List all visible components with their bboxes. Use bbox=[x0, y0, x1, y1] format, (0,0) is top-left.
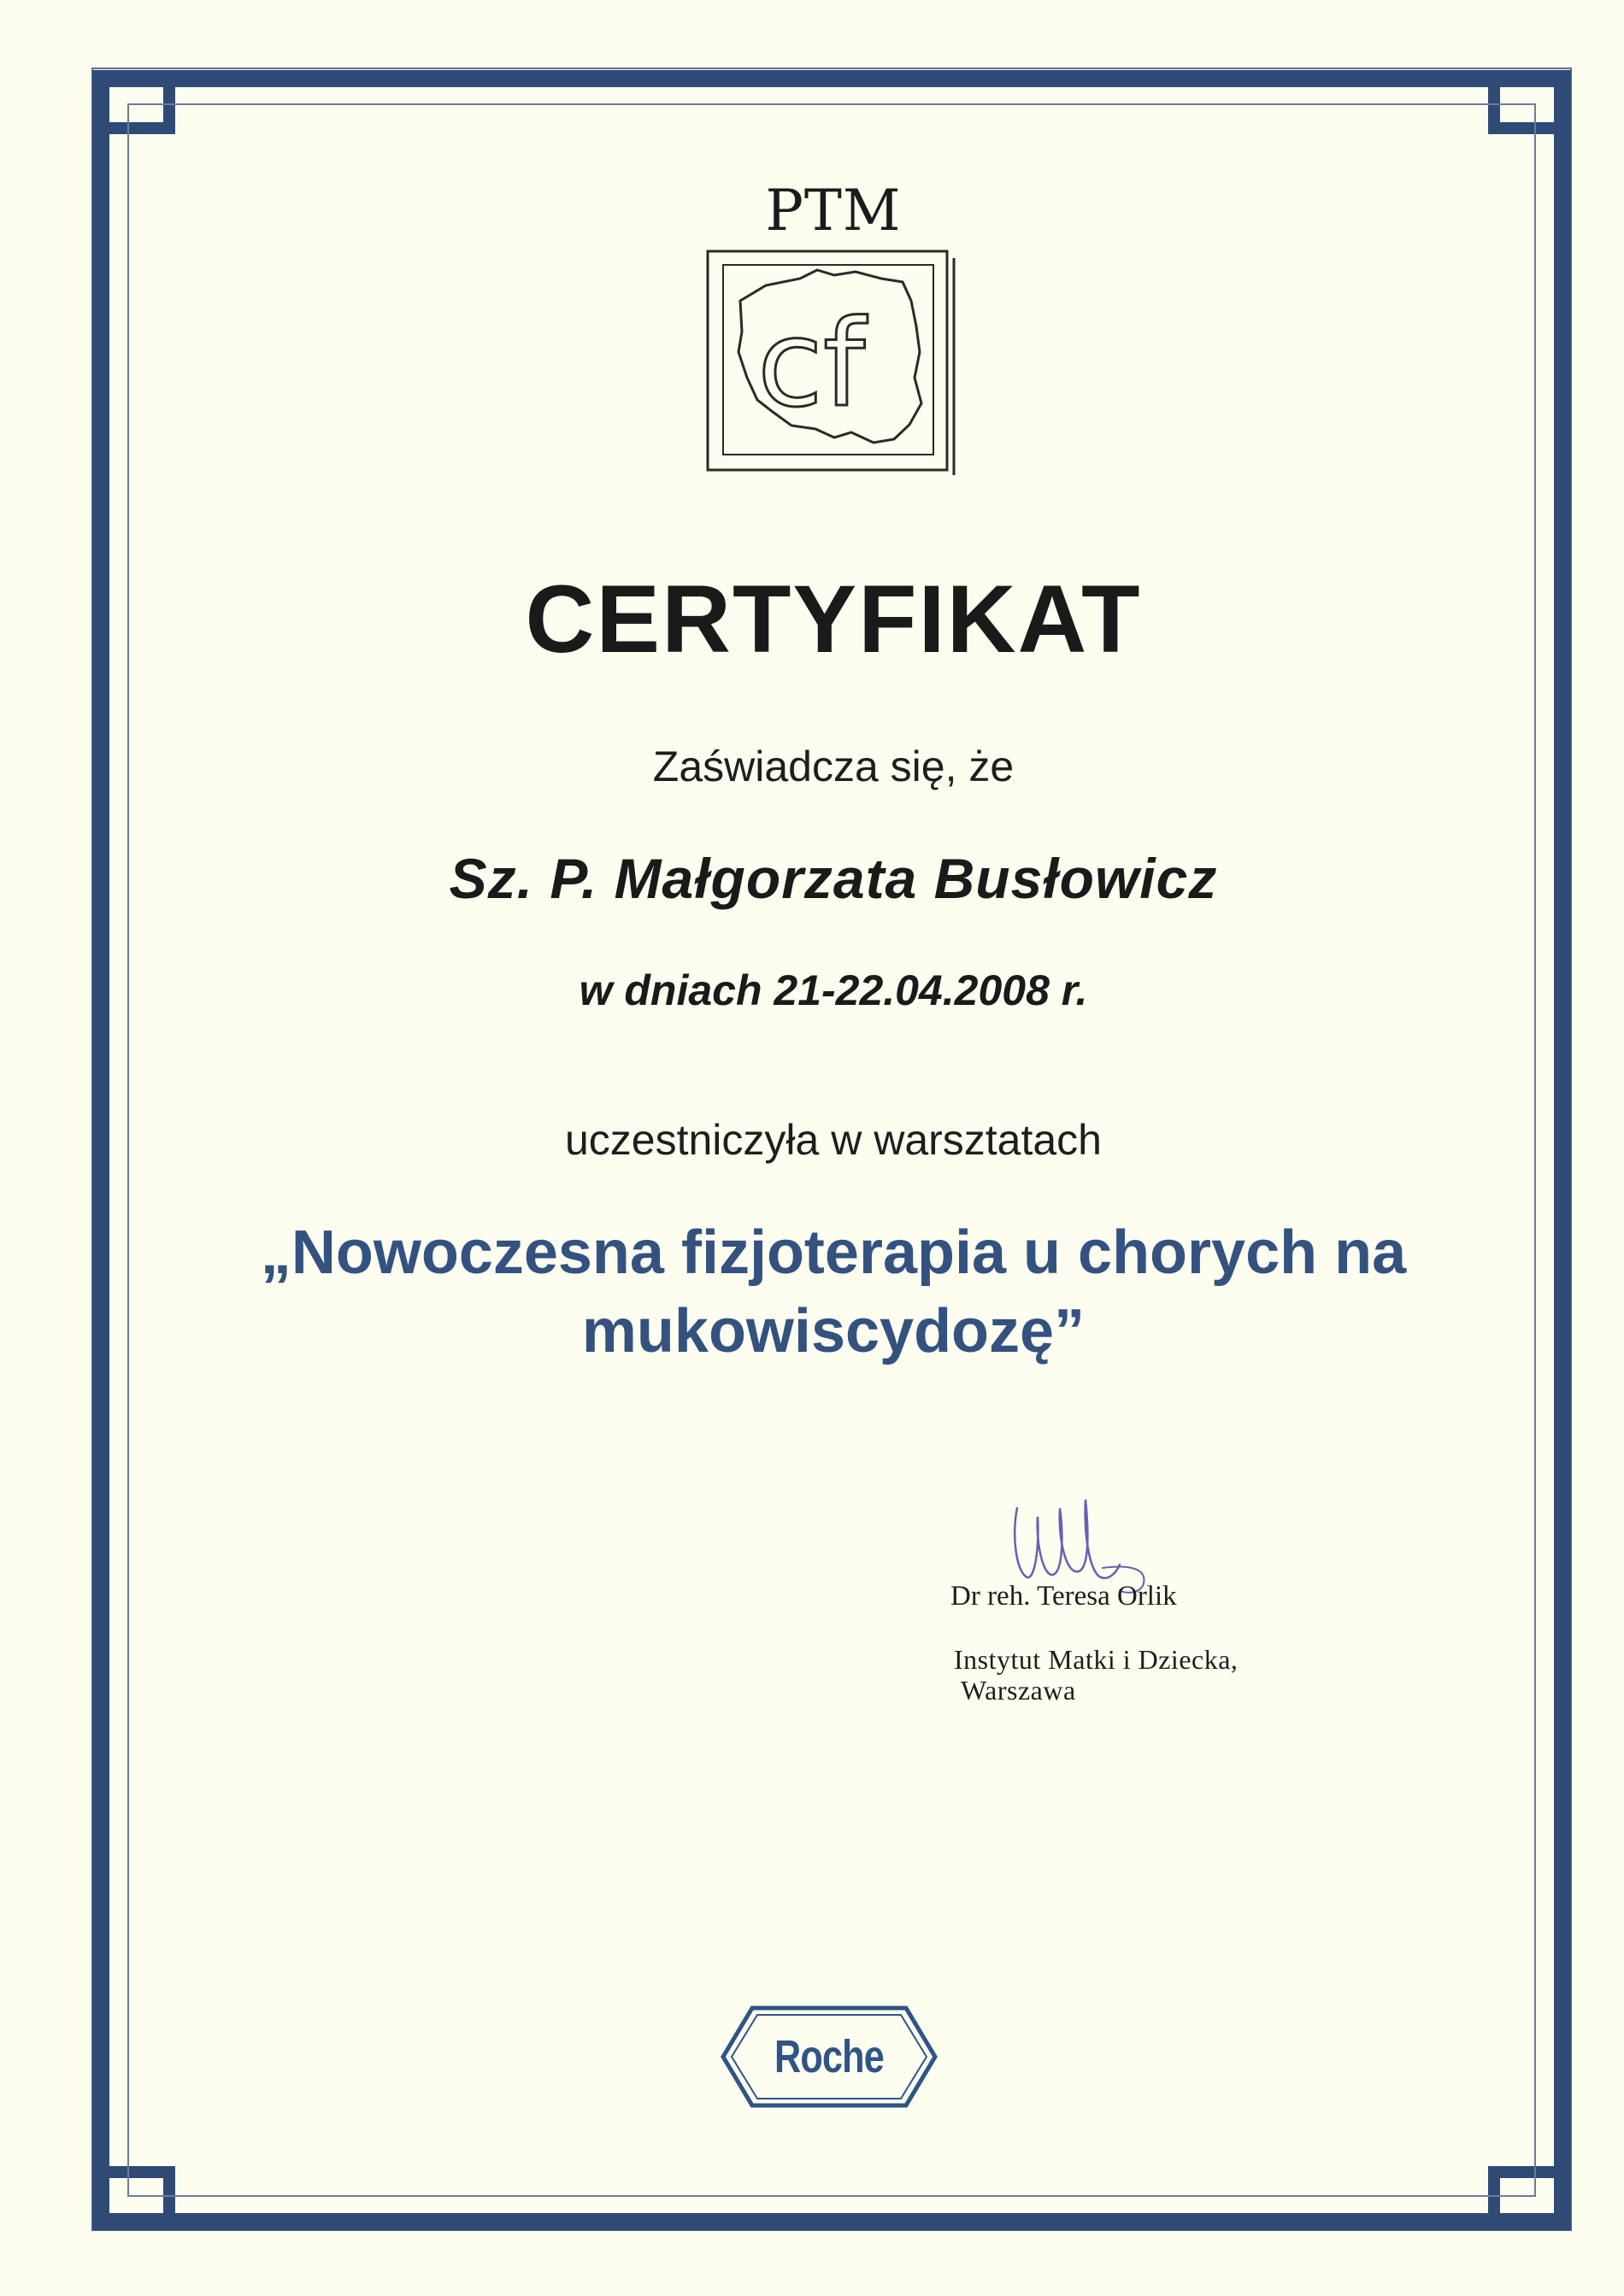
workshop-title-line-1: „Nowoczesna fizjoterapia u chorych na bbox=[260, 1218, 1407, 1287]
workshop-title bbox=[0, 1213, 1624, 1371]
signatory-institution: Instytut Matki i Dziecka, bbox=[954, 1644, 1239, 1675]
certificate-title: CERTYFIKAT bbox=[525, 566, 1142, 672]
ptm-logo bbox=[706, 250, 962, 484]
signatory-city: Warszawa bbox=[961, 1675, 1076, 1706]
signatory-name: Dr reh. Teresa Orlik bbox=[950, 1581, 1177, 1612]
sponsor-logo bbox=[718, 2001, 940, 2112]
workshop-title-line-2: mukowiscydozę” bbox=[581, 1297, 1086, 1365]
sponsor-name: Roche bbox=[774, 2031, 885, 2082]
attests-text: Zaświadcza się, że bbox=[652, 743, 1015, 790]
organization-acronym: PTM bbox=[765, 178, 902, 244]
logo-mark-text: cf bbox=[757, 295, 866, 434]
participation-text: uczestniczyła w warsztatach bbox=[564, 1116, 1102, 1164]
recipient-name: Sz. P. Małgorzata Busłowicz bbox=[449, 847, 1218, 910]
event-dates: w dniach 21-22.04.2008 r. bbox=[579, 966, 1088, 1014]
